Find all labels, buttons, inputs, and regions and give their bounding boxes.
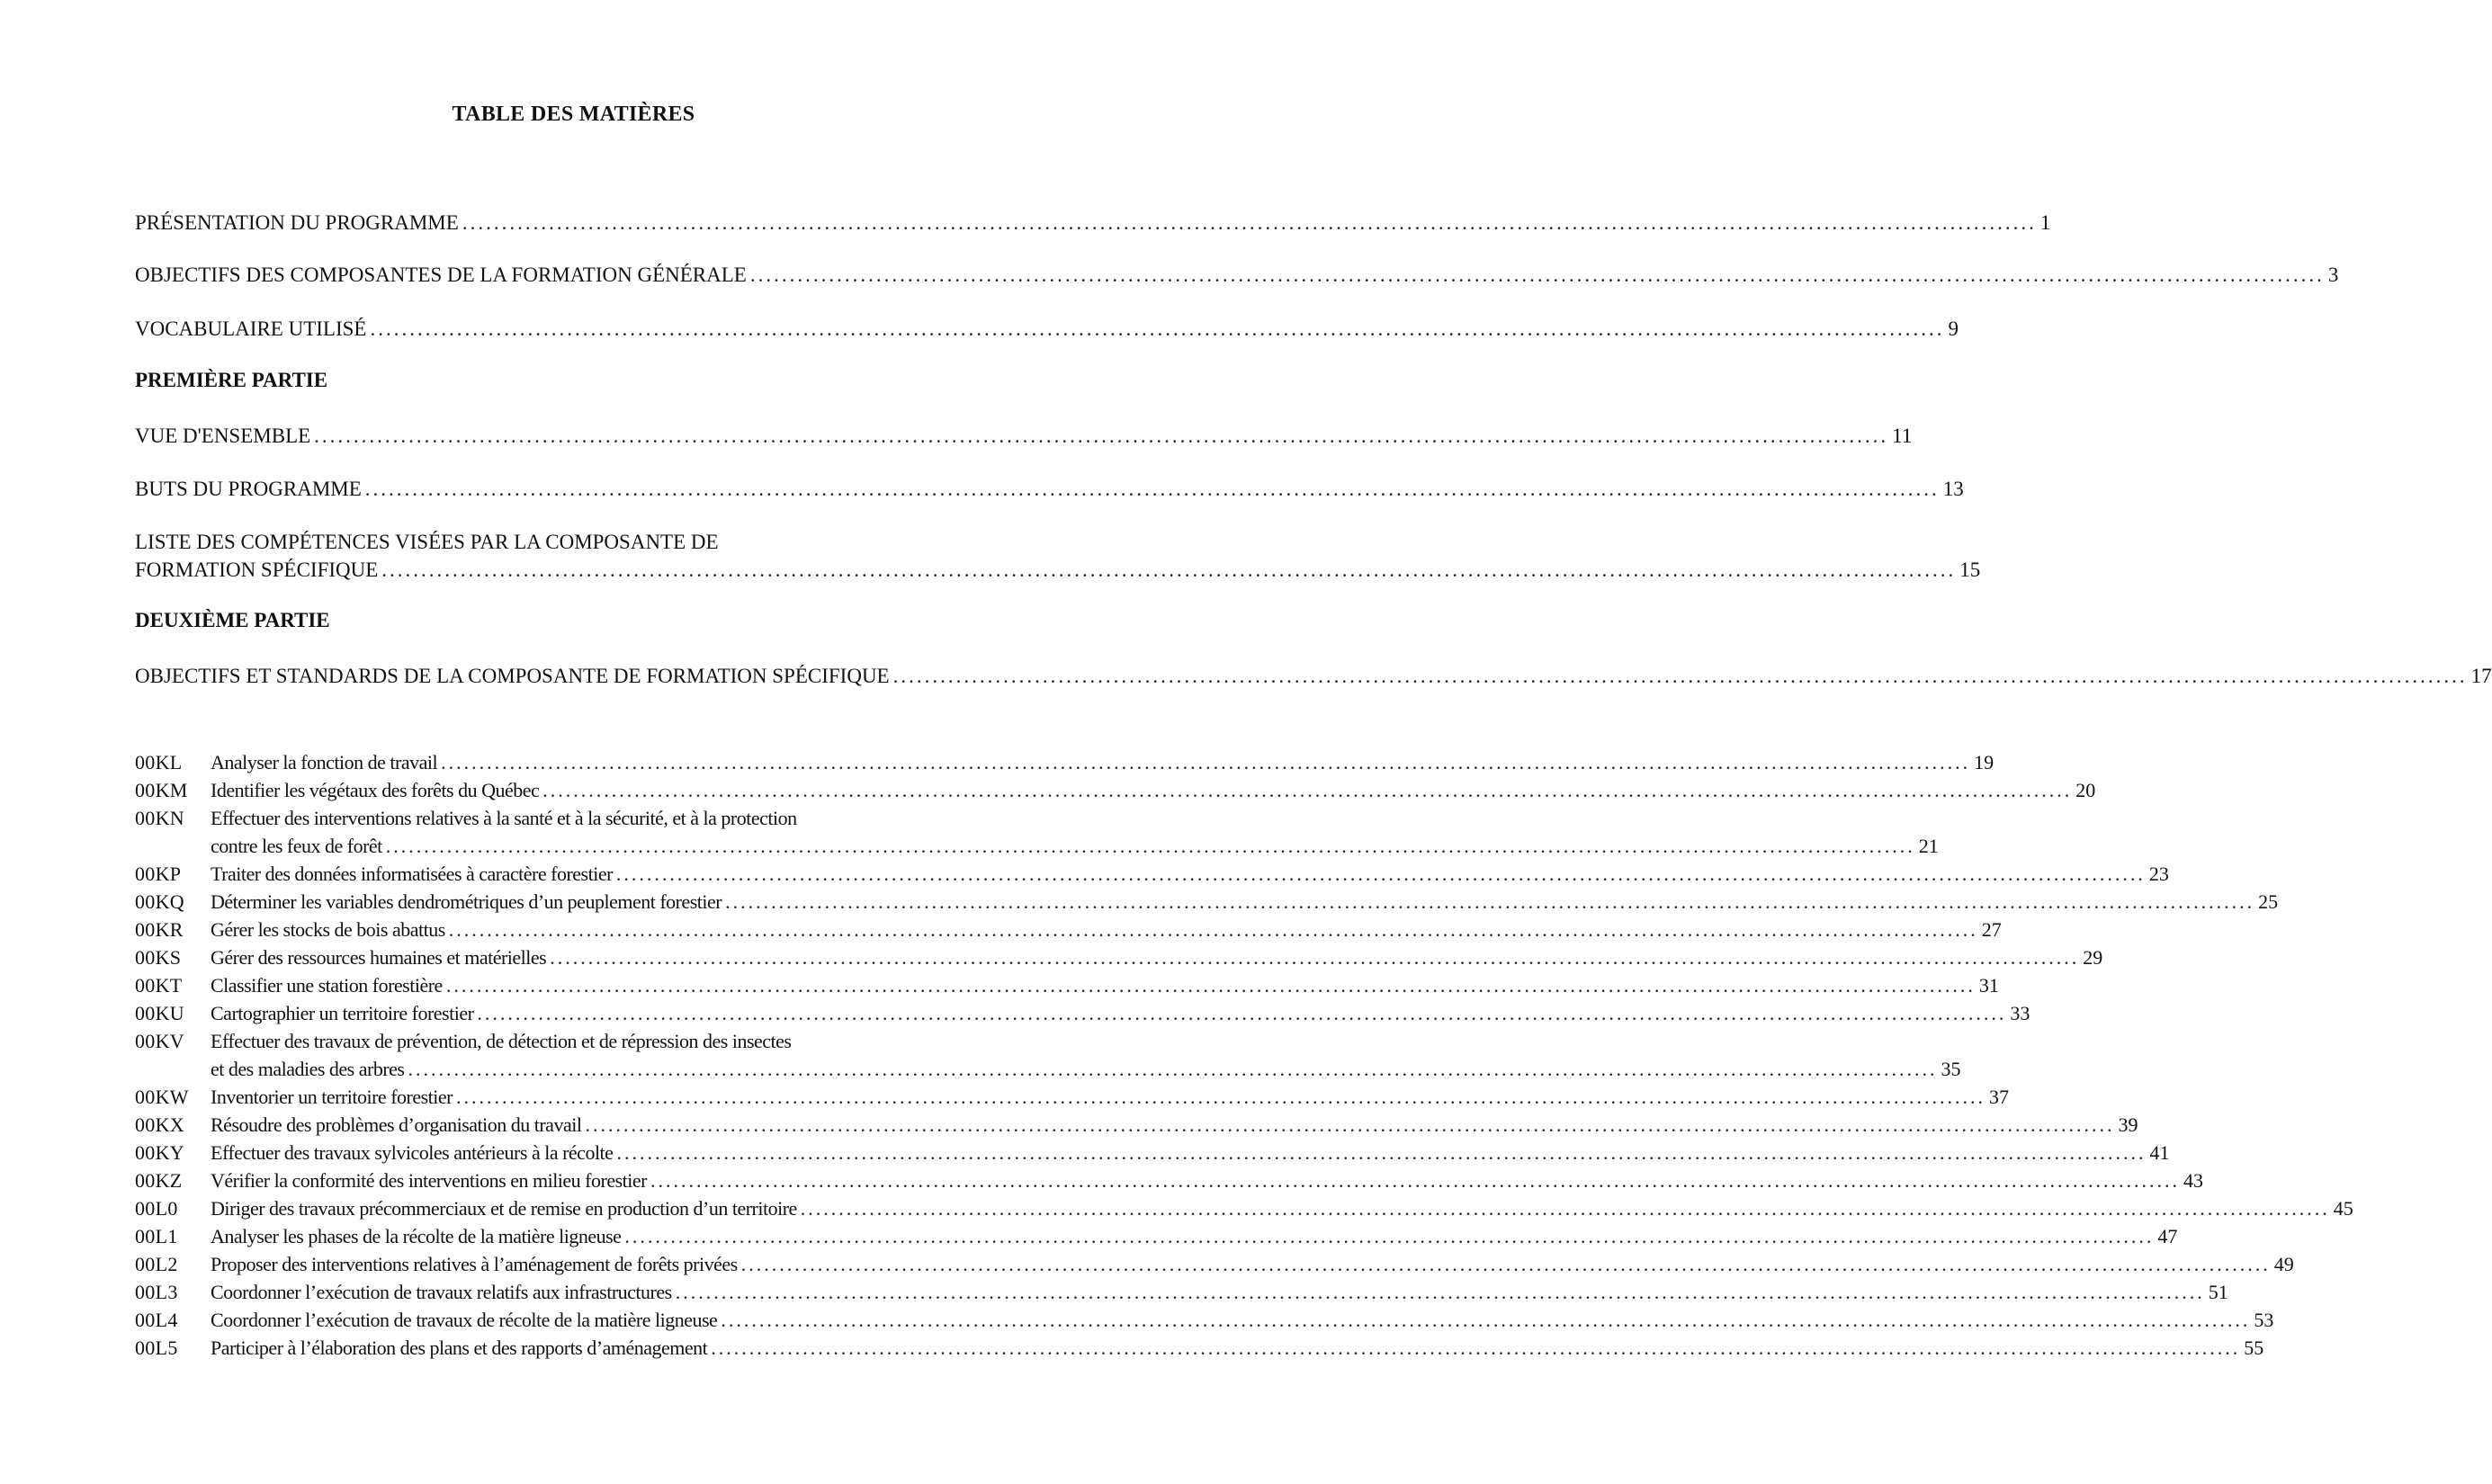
course-page: 51 xyxy=(2208,1281,2228,1303)
course-entry[interactable] xyxy=(135,1083,2009,1111)
course-code: 00L5 xyxy=(135,1336,178,1359)
course-code: 00KX xyxy=(135,1113,184,1136)
course-page: 27 xyxy=(1981,918,2002,941)
toc-entry-page: 9 xyxy=(1948,317,1959,340)
course-title-line1: Effectuer des travaux de prévention, de détection et de répression des insectes xyxy=(211,1030,792,1052)
dot-leader: ........................................................................................................................................................................................................ xyxy=(740,1253,2271,1275)
course-title: Identifier les végétaux des forêts du Québec xyxy=(211,779,540,801)
course-entry[interactable] xyxy=(135,1139,2170,1167)
course-entry[interactable] xyxy=(135,1167,2203,1194)
course-entry[interactable] xyxy=(135,971,1999,999)
toc-entry-label: VOCABULAIRE UTILISÉ xyxy=(135,317,367,340)
course-entry[interactable] xyxy=(135,1250,2294,1278)
dot-leader: ........................................................................................................................................................................................................ xyxy=(455,1086,1986,1108)
dot-leader: ........................................................................................................................................................................................................ xyxy=(408,1058,1938,1080)
toc-entry-label: OBJECTIFS ET STANDARDS DE LA COMPOSANTE DE FORMATION SPÉCIFIQUE xyxy=(135,665,890,687)
dot-leader: ........................................................................................................................................................................................................ xyxy=(370,317,1945,340)
course-code: 00KU xyxy=(135,1002,184,1024)
course-code: 00L1 xyxy=(135,1225,178,1247)
dot-leader: ........................................................................................................................................................................................................ xyxy=(721,1309,2251,1331)
course-code: 00KN xyxy=(135,807,184,829)
course-page: 37 xyxy=(1988,1086,2009,1108)
course-entry[interactable] xyxy=(135,860,2169,888)
dot-leader: ........................................................................................................................................................................................................ xyxy=(542,779,2073,801)
course-code: 00KW xyxy=(135,1086,189,1108)
dot-leader: ........................................................................................................................................................................................................ xyxy=(624,1225,2155,1247)
course-page: 23 xyxy=(2148,863,2169,885)
toc-entry-page: 17 xyxy=(2470,665,2492,687)
course-page: 49 xyxy=(2273,1253,2294,1275)
course-entry[interactable] xyxy=(135,1334,2264,1362)
course-page: 31 xyxy=(1978,974,1999,997)
course-code: 00KP xyxy=(135,863,182,885)
toc-entry-page: 3 xyxy=(2327,264,2339,286)
dot-leader: ........................................................................................................................................................................................................ xyxy=(749,264,2325,286)
toc-entry-label-line1: LISTE DES COMPÉTENCES VISÉES PAR LA COMPOSANTE DE xyxy=(135,531,719,553)
course-entry[interactable] xyxy=(135,1278,2228,1306)
course-title: Diriger des travaux précommerciaux et de remise en production d’un territoire xyxy=(211,1197,797,1220)
dot-leader: ........................................................................................................................................................................................................ xyxy=(364,478,1940,500)
toc-entry[interactable] xyxy=(135,662,2492,690)
toc-entry[interactable] xyxy=(135,528,1981,584)
dot-leader: ........................................................................................................................................................................................................ xyxy=(448,918,1978,941)
course-code: 00KQ xyxy=(135,890,184,913)
course-title: Résoudre des problèmes d’organisation du travail xyxy=(211,1113,582,1136)
toc-entry[interactable] xyxy=(135,422,1913,450)
course-code: 00L3 xyxy=(135,1281,178,1303)
course-title: Analyser la fonction de travail xyxy=(211,751,438,773)
course-title: Cartographier un territoire forestier xyxy=(211,1002,474,1024)
dot-leader: ........................................................................................................................................................................................................ xyxy=(585,1113,2115,1136)
course-list xyxy=(135,748,2353,1362)
course-page: 53 xyxy=(2254,1309,2274,1331)
dot-leader: ........................................................................................................................................................................................................ xyxy=(892,665,2468,687)
course-entry[interactable] xyxy=(135,1306,2274,1334)
course-code: 00KT xyxy=(135,974,183,997)
course-page: 21 xyxy=(1918,835,1939,857)
course-title: Gérer des ressources humaines et matérielles xyxy=(211,946,547,969)
toc-entry-label: OBJECTIFS DES COMPOSANTES DE LA FORMATION GÉNÉRALE xyxy=(135,264,747,286)
course-page: 19 xyxy=(1974,751,1994,773)
dot-leader: ........................................................................................................................................................................................................ xyxy=(616,1141,2147,1164)
course-page: 55 xyxy=(2244,1336,2264,1359)
toc-entry[interactable] xyxy=(135,261,2339,289)
course-code: 00L0 xyxy=(135,1197,178,1220)
course-code: 00KZ xyxy=(135,1169,183,1192)
toc-entry-label: VUE D'ENSEMBLE xyxy=(135,425,311,447)
toc-entry-label: BUTS DU PROGRAMME xyxy=(135,478,362,500)
course-title: Inventorier un territoire forestier xyxy=(211,1086,453,1108)
course-title: Vérifier la conformité des interventions en milieu forestier xyxy=(211,1169,647,1192)
dot-leader: ........................................................................................................................................................................................................ xyxy=(462,211,2037,234)
course-page: 20 xyxy=(2075,779,2096,801)
toc-entry-page: 15 xyxy=(1959,559,1981,581)
course-title: et des maladies des arbres xyxy=(211,1058,405,1080)
course-code: 00L4 xyxy=(135,1309,178,1331)
course-title: Analyser les phases de la récolte de la matière ligneuse xyxy=(211,1225,622,1247)
course-entry[interactable] xyxy=(135,748,1994,776)
course-title: contre les feux de forêt xyxy=(211,835,382,857)
part-one-heading: PREMIÈRE PARTIE xyxy=(135,369,328,391)
course-entry[interactable] xyxy=(135,999,2030,1027)
dot-leader: ........................................................................................................................................................................................................ xyxy=(675,1281,2205,1303)
dot-leader: ........................................................................................................................................................................................................ xyxy=(550,946,2080,969)
course-title: Traiter des données informatisées à caractère forestier xyxy=(211,863,613,885)
course-code: 00KM xyxy=(135,779,188,801)
toc-entry[interactable] xyxy=(135,315,1959,343)
toc-entry-page: 11 xyxy=(1892,425,1913,447)
dot-leader: ........................................................................................................................................................................................................ xyxy=(381,559,1957,581)
dot-leader: ........................................................................................................................................................................................................ xyxy=(800,1197,2330,1220)
course-page: 45 xyxy=(2333,1197,2353,1220)
course-entry[interactable] xyxy=(135,776,2096,804)
course-page: 33 xyxy=(2010,1002,2030,1024)
course-entry[interactable] xyxy=(135,804,1939,860)
course-page: 47 xyxy=(2157,1225,2178,1247)
course-title: Proposer des interventions relatives à l’aménagement de forêts privées xyxy=(211,1253,738,1275)
course-entry[interactable] xyxy=(135,1222,2178,1250)
dot-leader: ........................................................................................................................................................................................................ xyxy=(615,863,2146,885)
course-title: Coordonner l’exécution de travaux relatifs aux infrastructures xyxy=(211,1281,672,1303)
toc-entry-page: 1 xyxy=(2039,211,2051,234)
course-page: 29 xyxy=(2083,946,2103,969)
course-title-line1: Effectuer des interventions relatives à la santé et à la sécurité, et à la protection xyxy=(211,807,797,829)
dot-leader: ........................................................................................................................................................................................................ xyxy=(711,1336,2241,1359)
course-title: Coordonner l’exécution de travaux de récolte de la matière ligneuse xyxy=(211,1309,718,1331)
toc-entry-label: PRÉSENTATION DU PROGRAMME xyxy=(135,211,459,234)
course-code: 00KR xyxy=(135,918,184,941)
course-page: 43 xyxy=(2183,1169,2203,1192)
course-code: 00KS xyxy=(135,946,182,969)
toc-entry-label: FORMATION SPÉCIFIQUE xyxy=(135,559,379,581)
dot-leader: ........................................................................................................................................................................................................ xyxy=(725,890,2255,913)
course-entry[interactable] xyxy=(135,1111,2138,1139)
course-entry[interactable] xyxy=(135,1194,2353,1222)
course-title: Déterminer les variables dendrométriques d’un peuplement forestier xyxy=(211,890,722,913)
dot-leader: ........................................................................................................................................................................................................ xyxy=(385,835,1915,857)
part-two-heading: DEUXIÈME PARTIE xyxy=(135,609,330,631)
course-page: 41 xyxy=(2149,1141,2170,1164)
course-page: 35 xyxy=(1941,1058,1961,1080)
course-page: 25 xyxy=(2258,890,2279,913)
course-code: 00KL xyxy=(135,751,183,773)
course-code: 00KV xyxy=(135,1030,184,1052)
course-code: 00L2 xyxy=(135,1253,178,1275)
course-code: 00KY xyxy=(135,1141,184,1164)
toc-entry[interactable] xyxy=(135,209,2051,237)
course-page: 39 xyxy=(2118,1113,2138,1136)
dot-leader: ........................................................................................................................................................................................................ xyxy=(477,1002,2007,1024)
dot-leader: ........................................................................................................................................................................................................ xyxy=(445,974,1976,997)
course-title: Participer à l’élaboration des plans et des rapports d’aménagement xyxy=(211,1336,708,1359)
course-title: Classifier une station forestière xyxy=(211,974,443,997)
course-title: Gérer les stocks de bois abattus xyxy=(211,918,445,941)
dot-leader: ........................................................................................................................................................................................................ xyxy=(650,1169,2180,1192)
dot-leader: ........................................................................................................................................................................................................ xyxy=(441,751,1971,773)
course-entry[interactable] xyxy=(135,1027,1961,1083)
course-entry[interactable] xyxy=(135,916,2002,943)
toc-entry-page: 13 xyxy=(1942,478,1964,500)
course-entry[interactable] xyxy=(135,943,2103,971)
toc-entry[interactable] xyxy=(135,475,1964,503)
dot-leader: ........................................................................................................................................................................................................ xyxy=(314,425,1889,447)
page-title: TABLE DES MATIÈRES xyxy=(452,103,695,126)
course-entry[interactable] xyxy=(135,888,2279,916)
course-title: Effectuer des travaux sylvicoles antérieurs à la récolte xyxy=(211,1141,614,1164)
